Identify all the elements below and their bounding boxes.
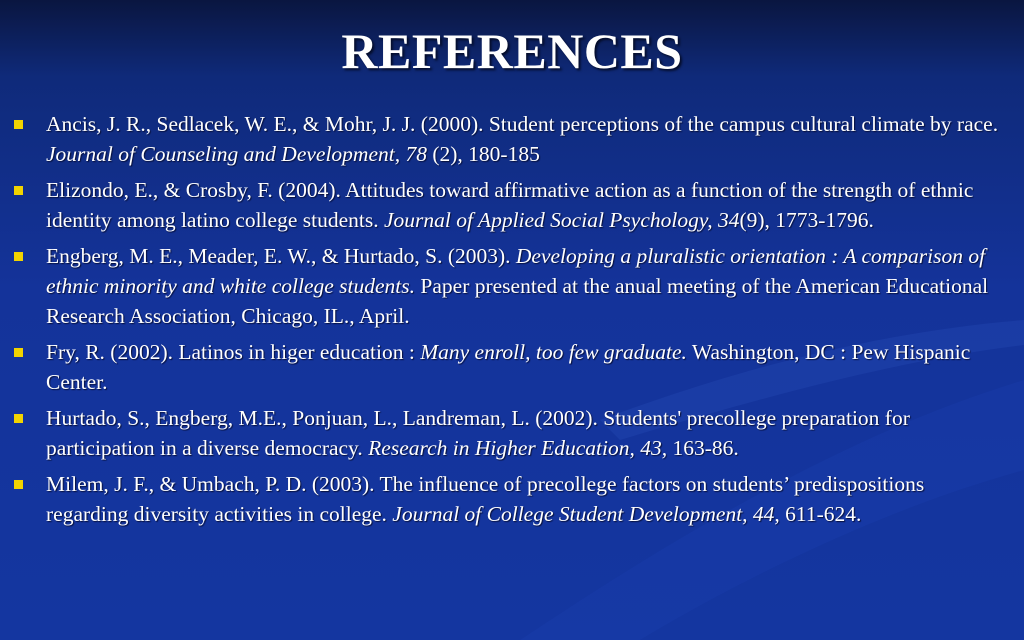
square-bullet-icon bbox=[14, 414, 23, 423]
slide-title: REFERENCES bbox=[341, 23, 683, 79]
reference-text: Washington, DC : Pew Hispanic Center. bbox=[46, 340, 971, 394]
square-bullet-icon bbox=[14, 252, 23, 261]
reference-text: Elizondo, E., & Crosby, F. (2004). Attitudes toward affirmative action as a function of the strength of ethnic identity among latino college students. bbox=[46, 178, 974, 232]
reference-text: Hurtado, S., Engberg, M.E., Ponjuan, L., Landreman, L. (2002). Students' precollege preparation for participation in a diverse democracy. bbox=[46, 406, 910, 460]
reference-italic-text: Journal of Applied Social Psychology, 34 bbox=[383, 208, 740, 232]
reference-item bbox=[10, 241, 1010, 331]
reference-item bbox=[10, 109, 1010, 169]
square-bullet-icon bbox=[14, 120, 23, 129]
reference-italic-text: Developing a pluralistic orientation : A comparison of ethnic minority and white college students. bbox=[46, 244, 986, 298]
reference-text: Milem, J. F., & Umbach, P. D. (2003). The influence of precollege factors on students’ predispositions regarding diversity activities in college. bbox=[46, 472, 925, 526]
square-bullet-icon bbox=[14, 480, 23, 489]
reference-italic-text: Research in Higher Education, 43, bbox=[368, 436, 668, 460]
reference-italic-text: Journal of College Student Development, 44, bbox=[392, 502, 780, 526]
reference-text: Paper presented at the anual meeting of the American Educational Research Association, Chicago, IL., April. bbox=[46, 274, 989, 328]
reference-text: Fry, R. (2002). Latinos in higer education : bbox=[46, 340, 421, 364]
reference-text: (9), 1773-1796. bbox=[739, 208, 874, 232]
reference-item bbox=[10, 403, 1010, 463]
reference-item bbox=[10, 469, 1010, 529]
references-list bbox=[10, 109, 1010, 535]
reference-text: Ancis, J. R., Sedlacek, W. E., & Mohr, J. J. (2000). Student perceptions of the campus cultural climate by race. bbox=[46, 112, 999, 136]
reference-italic-text: Journal of Counseling and Development, 78 bbox=[46, 142, 433, 166]
reference-text: 611-624. bbox=[779, 502, 862, 526]
square-bullet-icon bbox=[14, 186, 23, 195]
reference-italic-text: Many enroll, too few graduate. bbox=[420, 340, 687, 364]
square-bullet-icon bbox=[14, 348, 23, 357]
reference-text: Engberg, M. E., Meader, E. W., & Hurtado, S. (2003). bbox=[46, 244, 516, 268]
reference-text: (2), 180-185 bbox=[432, 142, 540, 166]
reference-text: 163-86. bbox=[667, 436, 739, 460]
reference-item bbox=[10, 175, 1010, 235]
reference-item bbox=[10, 337, 1010, 397]
